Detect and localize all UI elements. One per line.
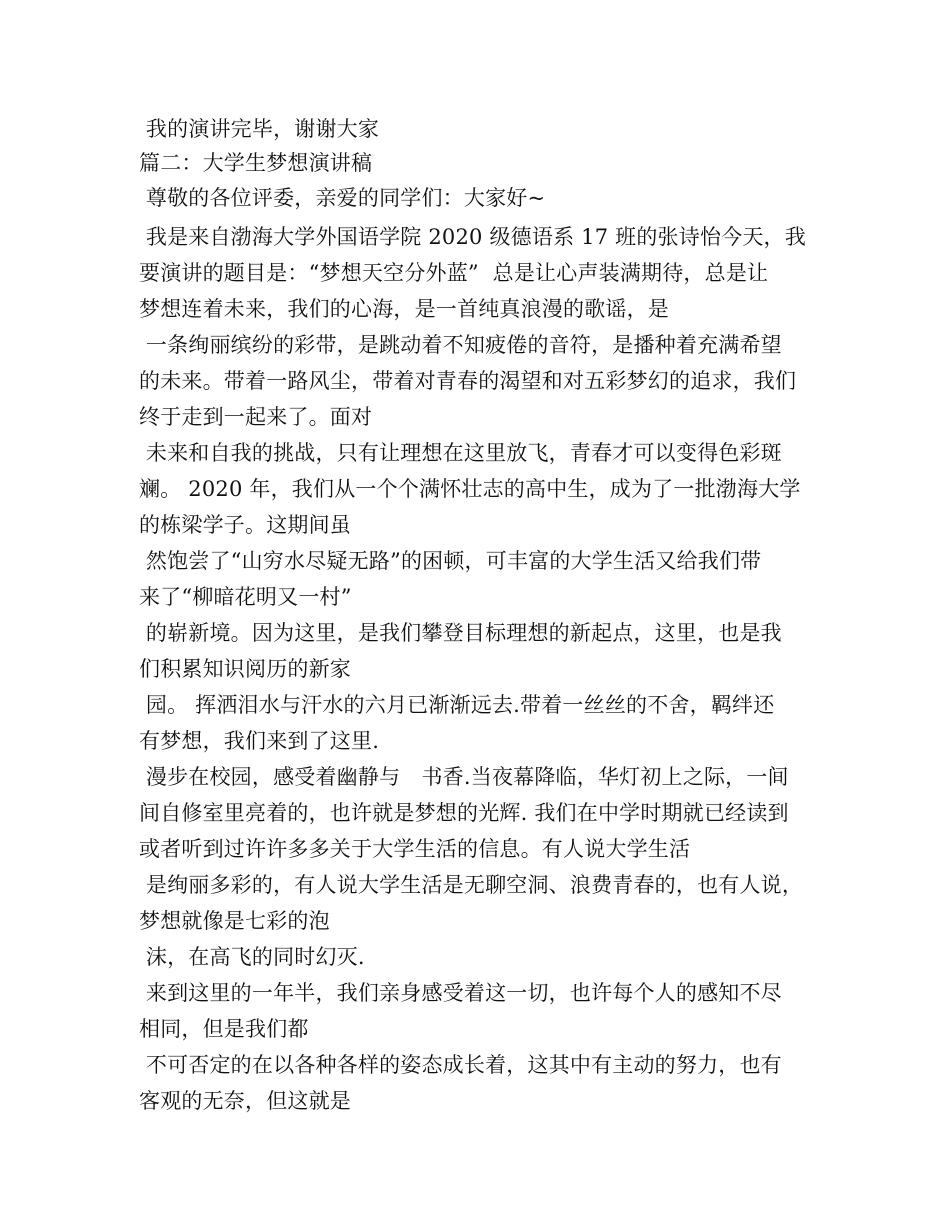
section-heading: 篇二：大学生梦想演讲稿 (139, 151, 373, 175)
text-line: 梦想连着未来，我们的心海，是一首纯真浪漫的歌谣，是 (139, 297, 669, 321)
text-line: 漫步在校园，感受着幽静与 书香.当夜幕降临，华灯初上之际，一间 (139, 765, 789, 789)
text-line: 的栋梁学子。这期间虽 (139, 513, 351, 537)
text-line: 斓。 2020 年，我们从一个个满怀壮志的高中生，成为了一批渤海大学 (139, 477, 801, 501)
text-line: 要演讲的题目是：“梦想天空分外蓝” 总是让心声装满期待，总是让 (139, 261, 769, 285)
text-line: 有梦想，我们来到了这里. (139, 729, 380, 753)
text-line: 我是来自渤海大学外国语学院 2020 级德语系 17 班的张诗怡今天，我 (139, 225, 806, 249)
text-line: 相同，但是我们都 (139, 1017, 309, 1041)
text-line: 未来和自我的挑战，只有让理想在这里放飞，青春才可以变得色彩斑 (139, 441, 782, 465)
text-line: 间自修室里亮着的，也许就是梦想的光辉. 我们在中学时期就已经读到 (139, 801, 789, 825)
text-line: 我的演讲完毕，谢谢大家 (139, 117, 380, 141)
text-line: 来了“柳暗花明又一村” (139, 585, 352, 609)
text-line: 终于走到一起来了。面对 (139, 405, 373, 429)
text-line: 来到这里的一年半，我们亲身感受着这一切，也许每个人的感知不尽 (139, 981, 782, 1005)
text-line: 是绚丽多彩的，有人说大学生活是无聊空洞、浪费青春的，也有人说， (139, 873, 804, 897)
text-line: 或者听到过许许多多关于大学生活的信息。有人说大学生活 (139, 837, 691, 861)
text-line: 然饱尝了“山穷水尽疑无路”的困顿，可丰富的大学生活又给我们带 (139, 549, 762, 573)
text-line: 不可否定的在以各种各样的姿态成长着，这其中有主动的努力，也有 (139, 1053, 782, 1077)
text-line: 的未来。带着一路风尘，带着对青春的渴望和对五彩梦幻的追求，我们 (139, 369, 797, 393)
text-line: 尊敬的各位评委，亲爱的同学们：大家好~ (139, 186, 546, 210)
text-line: 们积累知识阅历的新家 (139, 657, 351, 681)
text-line: 梦想就像是七彩的泡 (139, 909, 330, 933)
text-line: 的崭新境。因为这里，是我们攀登目标理想的新起点，这里，也是我 (139, 621, 782, 645)
text-line: 园。 挥洒泪水与汗水的六月已渐渐远去.带着一丝丝的不舍，羁绊还 (139, 693, 775, 717)
text-line: 客观的无奈，但这就是 (139, 1089, 351, 1113)
text-line: 沫，在高飞的同时幻灭. (139, 945, 365, 969)
text-line: 一条绚丽缤纷的彩带，是跳动着不知疲倦的音符，是播种着充满希望 (139, 333, 782, 357)
